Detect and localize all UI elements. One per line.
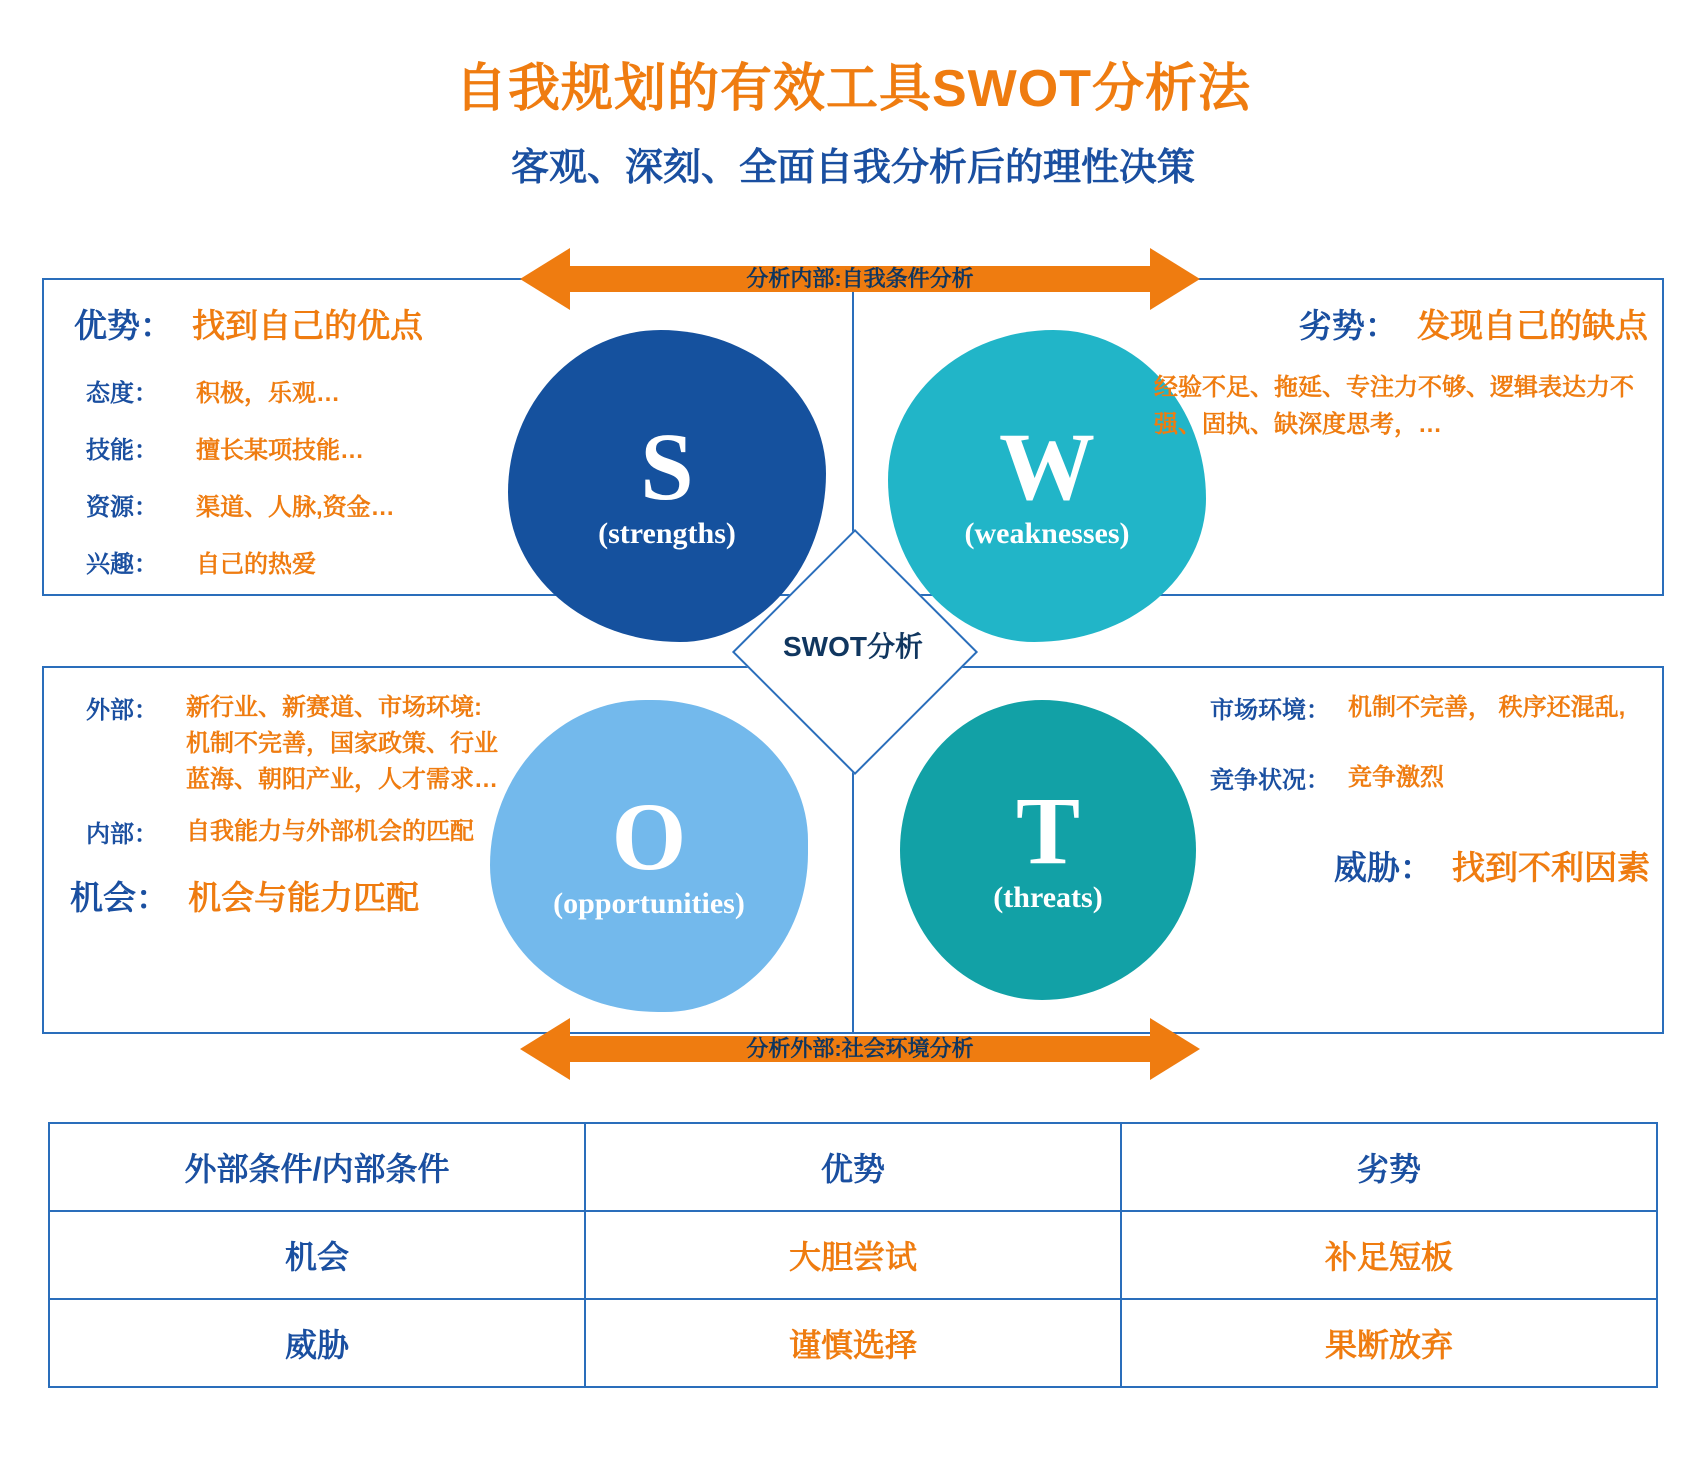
item-label: 兴趣：	[86, 551, 158, 578]
strengths-heading	[74, 300, 520, 347]
blob-letter: T	[1015, 777, 1081, 885]
item-value: 擅长某项技能…	[196, 437, 364, 464]
strengths-panel	[70, 300, 520, 601]
item-value: 机制不完善， 秩序还混乱,	[1348, 694, 1626, 721]
strengths-list	[70, 373, 520, 579]
blob-strengths	[508, 330, 826, 642]
blob-opportunities	[490, 700, 808, 1012]
internal-arrow-label: 分析内部:自我条件分析	[746, 266, 974, 291]
weaknesses-heading	[1148, 300, 1648, 347]
item-label: 市场环境：	[1210, 697, 1330, 724]
strengths-heading-label: 优势：	[74, 307, 173, 344]
matrix-header-corner: 外部条件/内部条件	[49, 1123, 585, 1211]
external-arrow-label: 分析外部:社会环境分析	[746, 1036, 974, 1061]
list-item	[86, 544, 520, 579]
table-row	[49, 1123, 1657, 1211]
external-arrow	[520, 1018, 1200, 1080]
center-label: SWOT分析	[783, 631, 923, 662]
weaknesses-heading-value: 发现自己的缺点	[1417, 307, 1648, 344]
strategy-matrix-table	[48, 1122, 1658, 1388]
list-item	[1210, 760, 1650, 796]
matrix-cell: 果断放弃	[1121, 1299, 1657, 1387]
matrix-cell: 大胆尝试	[585, 1211, 1121, 1299]
table-row	[49, 1299, 1657, 1387]
list-item	[86, 690, 500, 798]
matrix-cell: 补足短板	[1121, 1211, 1657, 1299]
blob-letter: S	[640, 413, 694, 521]
blob-letter: O	[611, 783, 687, 891]
item-label: 资源：	[86, 494, 158, 521]
item-value: 自己的热爱	[196, 551, 316, 578]
opportunities-heading-label: 机会：	[70, 879, 169, 916]
list-item	[86, 373, 520, 408]
list-item	[86, 430, 520, 465]
item-value: 渠道、人脉,资金…	[196, 494, 395, 521]
weaknesses-heading-label: 劣势：	[1298, 307, 1398, 344]
strengths-heading-value: 找到自己的优点	[192, 307, 424, 344]
blob-word: (threats)	[993, 880, 1103, 914]
internal-arrow	[520, 248, 1200, 310]
item-label: 外部：	[86, 697, 158, 724]
weaknesses-panel	[1148, 300, 1648, 443]
threats-heading-label: 威胁：	[1333, 849, 1433, 886]
page-subtitle: 客观、深刻、全面自我分析后的理性决策	[510, 147, 1195, 189]
blob-word: (strengths)	[598, 516, 736, 550]
threats-heading-value: 找到不利因素	[1452, 849, 1650, 886]
item-value: 积极，乐观…	[196, 380, 340, 407]
threats-heading	[1210, 842, 1650, 889]
blob-word: (weaknesses)	[964, 516, 1130, 550]
item-label: 态度：	[86, 380, 158, 407]
opportunities-heading-value: 机会与能力匹配	[188, 879, 420, 916]
item-label: 内部：	[86, 821, 158, 848]
blob-word: (opportunities)	[553, 886, 745, 920]
opportunities-panel	[70, 690, 500, 919]
table-row	[49, 1211, 1657, 1299]
item-value: 新行业、新赛道、市场环境:机制不完善，国家政策、行业蓝海、朝阳产业，人才需求…	[186, 694, 498, 793]
weaknesses-body: 经验不足、拖延、专注力不够、逻辑表达力不强、固执、缺深度思考，…	[1154, 374, 1634, 439]
matrix-rowhead-threat: 威胁	[49, 1299, 585, 1387]
matrix-header-weaknesses: 劣势	[1121, 1123, 1657, 1211]
threats-panel	[1210, 690, 1650, 889]
page-title: 自我规划的有效工具SWOT分析法	[455, 60, 1251, 118]
item-label: 竞争状况：	[1210, 767, 1330, 794]
list-item	[86, 487, 520, 522]
blob-threats	[900, 700, 1196, 1000]
list-item	[1210, 690, 1650, 726]
list-item	[86, 814, 500, 850]
item-label: 技能：	[86, 437, 158, 464]
opportunities-heading	[70, 872, 500, 919]
matrix-cell: 谨慎选择	[585, 1299, 1121, 1387]
blob-letter: W	[999, 413, 1095, 521]
item-value: 竞争激烈	[1348, 764, 1444, 791]
matrix-rowhead-opportunity: 机会	[49, 1211, 585, 1299]
matrix-header-strengths: 优势	[585, 1123, 1121, 1211]
item-value: 自我能力与外部机会的匹配	[186, 818, 474, 845]
